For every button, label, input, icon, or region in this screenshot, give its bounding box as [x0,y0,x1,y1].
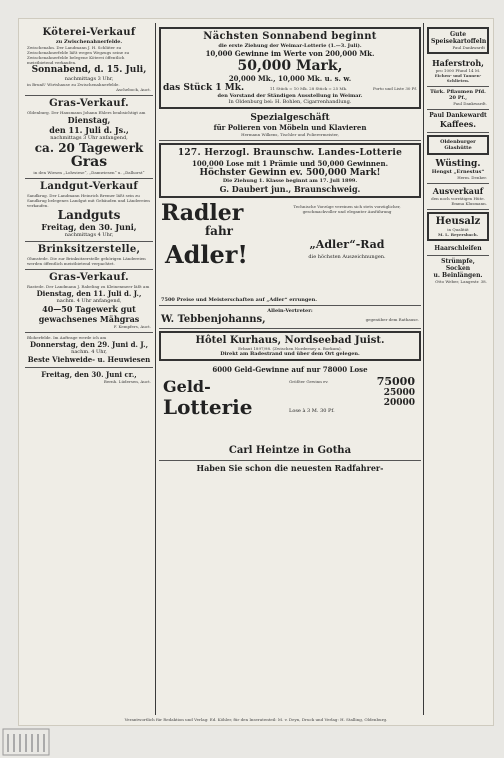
ad-seller: Carl Heintze in Gotha [228,445,352,456]
ad-wuesting [427,157,489,184]
ad-title: Türk. Pflaumen Pfd. 20 Pf., [430,89,486,101]
ad-title: 127. Herzogl. Braunschw. Landes-Lotterie [177,148,403,158]
ad-subtitle: Allein-Vertreter: [267,308,313,314]
ad-date: Dienstag, den 11. Juli d. J., [36,289,142,298]
ad-spezialgeschaeft [159,111,421,141]
ad-time: nachmittags 4 Uhr, [64,232,114,238]
ad-date: Die Ziehung 1. Klasse beginnt am 17. Juli 1899. [222,178,358,184]
ad-title: Haarschleifen [434,245,482,252]
ad-keyword: Gras [70,154,108,170]
ad-freitag [25,368,153,387]
ad-date: Freitag, den 30. Juni, [41,222,137,232]
ad-place: in den Wiesen „Lohwiese“, „Damwiesen“ u. „Dalhorst“ [33,170,145,175]
ad-brinksitzerstelle [25,242,153,270]
ad-title: Gute Speisekartoffeln [431,31,487,45]
ad-line: 100,000 Lose mit 1 Prämie und 50,000 Gewinnen. [191,159,389,168]
ad-body: Ohmstede. Die zur Brinksitzerstelle gehörigen Ländereien werden öffentlich meistbietend verpachtet. [27,256,146,266]
ad-prize: 20000 [383,398,415,408]
ad-signature: Bernh. Lüdersen, Auct. [103,379,151,384]
ad-porto: Porto und Liste 30 Pf. [372,85,417,91]
ad-date: Dienstag, [67,115,111,125]
ad-title: Köterei-Verkauf [42,27,136,38]
ad-seller: In Oldenburg bei: H. Bohlen, Cigarrenhandlung. [228,99,352,105]
ad-adler-fahrrad [159,200,421,306]
ad-glashuette [427,135,489,155]
ad-signature: Aschebock, Auct. [116,87,151,92]
ad-main-prize: 50,000 Mark, [237,58,343,74]
ad-label: Größter Gewinn ev. [289,379,329,384]
ad-gras-verkauf-1 [25,96,153,179]
ad-quantity: 40—50 Tagewerk gut gewachsenes Mähgras [38,304,140,324]
ad-date: Donnerstag, den 29. Juni d. J., [29,340,149,349]
ad-main-prize: Höchster Gewinn ev. 500,000 Mark! [199,168,381,178]
ad-time: nachmittags 3 Uhr, [64,76,114,82]
ad-keyword: Landguts [57,208,121,222]
ad-title: Heusalz [435,216,481,227]
ad-big-word: Radler [161,200,244,226]
ad-pflaumen [427,87,489,110]
ad-signature: Emma Klusmann. [451,201,487,206]
ad-title: W. Tebbenjohanns, [161,314,266,325]
ad-time: nachmittags 3 Uhr anfangend, [50,135,128,141]
ad-title: Brinksitzerstelle, [37,244,141,255]
ad-body: Rastede. Der Landmann J. Rabeling zu Kleinenmeer läßt am [27,284,150,289]
ad-line: 10,000 Gewinne im Werte von 200,000 Mk. [205,49,375,58]
ad-vertreter [159,306,421,329]
ad-address: gegenüber dem Rathause. [365,317,419,322]
left-column [25,25,153,715]
ad-koeterei-verkauf [25,25,153,96]
ad-time: nachm. 4 Uhr, [71,349,107,355]
ad-title: Wüsting. [435,159,481,169]
ad-title: Nächsten Sonnabend beginnt [203,31,377,42]
ad-body: Zwischenahn. Der Landmann J. H. Schlüter zu Zwischenahnerfelde läßt wegen Wegzugs seine zu Zwischenahnerfelde belegene Köterei öffentlich meistbietend verkaufen. [27,45,130,65]
ad-hotel-kurhaus [159,331,421,361]
ad-main-prize: 75000 [376,375,415,388]
ad-body: Technische Vorzüge vereinen sich stets vorzüglicher, geschmackvoller und eleganter Ausführung [293,204,401,214]
ad-big-word: Geld- [163,377,211,396]
ad-title: Haben Sie schon die neuesten Radfahrer- [196,463,384,473]
ad-title: Landgut-Verkauf [39,181,139,192]
ad-radfahrer [159,461,421,476]
ad-gras-verkauf-2 [25,270,153,333]
ad-signature: G. Daubert jun., Braunschweig. [219,184,361,194]
ad-landgut-verkauf [25,179,153,242]
ad-subtitle: die erste Ziehung der Weimar-Lotterie (1.—3. Juli). [218,43,362,49]
column-rule-left [155,23,156,715]
ad-date: Freitag, den 30. Juni cr., [41,370,137,379]
footer-imprint: Verantwortlich für Redaktion und Verlag: Ed. Köhler, für den Inseratenteil: M. v. Deyn, Druck und Verlag: H. Stalling, Oldenburg. [124,717,388,722]
ad-braunschweig-lotterie [159,143,421,198]
ad-big-word: Adler! [165,240,248,269]
ad-body: Bloherfelde. Im Auftrage werde ich am [27,335,107,340]
ad-title: Gras-Verkauf. [49,98,129,109]
ad-odds: 11 Stück = 10 Mk. 28 Stück = 25 Mk. [269,85,348,91]
ad-title: 6000 Geld-Gewinne auf nur 78000 Lose [212,365,368,374]
ad-heusalz [427,212,489,241]
ad-place: in Brunß' Wirtshause zu Zwischenahnerfelde. [27,82,120,87]
ad-viehweide [25,333,153,368]
ad-title: Ausverkauf [432,186,484,196]
ad-keyword: Kaffees. [439,119,477,129]
right-column [427,25,489,715]
ad-haferstroh [427,56,489,87]
ad-signature: Herm. Denker. [457,175,487,180]
ad-title: Paul Dankewardt [429,112,487,119]
ad-claim-sub: die höchsten Auszeichnungen. [308,254,386,260]
ad-signature: Paul Dankwardt. [453,101,487,106]
ad-kartoffeln [427,27,489,54]
ad-geld-lotterie [159,363,421,461]
ad-big-word: fahr [205,224,233,238]
ad-title: Strümpfe, Socken [441,258,475,272]
ad-haarschleifen [427,243,489,256]
ad-big-word: Lotterie [163,395,253,419]
ad-signature: M. L. Reyersbach. [437,232,479,237]
ad-title: Haferstroh, [432,58,484,68]
ad-price: Lose à 3 M. 30 Pf. [289,408,335,414]
ad-title: Spezialgeschäft [250,113,330,123]
ad-body: Oldenburg. Der Hausmann Johann Ehlers beabsichtigt am [27,110,146,115]
ad-subtitle: für Polieren von Möbeln und Klavieren [213,123,367,132]
ad-signature: Hermann Wilkens, Tischler und Polierermeister, [241,132,339,137]
ad-subtitle: in Qualität [447,227,469,232]
ad-price: pro 1000 Pfund 14 M. [435,68,481,73]
ad-title: Beste Viehweide- u. Heuwiesen [27,355,151,364]
ad-title: Hôtel Kurhaus, Nordseebad Juist. [195,335,385,346]
ad-date: den 11. Juli d. Js., [49,125,129,135]
ad-subtitle: zu Zwischenahnerfelde. [55,39,123,45]
library-logo-icon [2,728,50,756]
ad-signature: Otto Weber, Langestr. 38. [435,279,487,284]
ad-price: das Stück 1 Mk. [163,83,245,93]
ad-title: Gras-Verkauf. [49,272,129,283]
ad-line: Eichen- und Tannen-Schlieten. [434,73,482,83]
ad-line: Direkt am Badestrand und über dem Ort gelegen. [220,351,360,357]
ad-signature: Paul Dankwardt [452,45,485,50]
ad-signature: F. Kempfers, Auct. [113,324,151,329]
ad-keyword: Hengst „Ernestus“ [431,169,485,175]
ad-dankewardt [427,110,489,133]
ad-title: Oldenburger Glashütte [440,139,476,151]
ad-body: Sandkrug. Der Landmann Heinrich Bremer läßt sein zu Sandkrug belegenes Landgut mit Gebäuden und Ländereien verkaufen. [27,193,150,208]
ad-date: Sonnabend, d. 15. Juli, [31,65,147,75]
newspaper-page [18,18,494,726]
ad-ausverkauf [427,184,489,210]
ad-weimar-lotterie [159,27,421,109]
middle-column [159,25,421,715]
ad-prize: 25000 [383,388,415,398]
ad-claim: „Adler“-Rad [309,238,385,251]
ad-subtitle: den noch vorrätigen Hüte. [431,196,485,201]
ad-struempfe [427,256,489,287]
ad-note: 7500 Preise und Meisterschaften auf „Adler“ errungen. [161,297,317,303]
ad-quantity: ca. 20 Tagewerk [34,141,144,155]
ad-line: 20,000 Mk., 10,000 Mk. u. s. w. [228,74,352,83]
column-rule-right [423,23,424,715]
ad-subtitle: u. Beinlängen. [433,272,483,279]
ad-issuer: den Vorstand der Ständigen Ausstellung in Weimar. [217,93,363,99]
ad-subtitle: Erbaut 1897/98. (Zwischen Norderney u. Borkum). [238,346,342,351]
ad-time: nachm. 4 Uhr anfangend, [56,298,122,304]
